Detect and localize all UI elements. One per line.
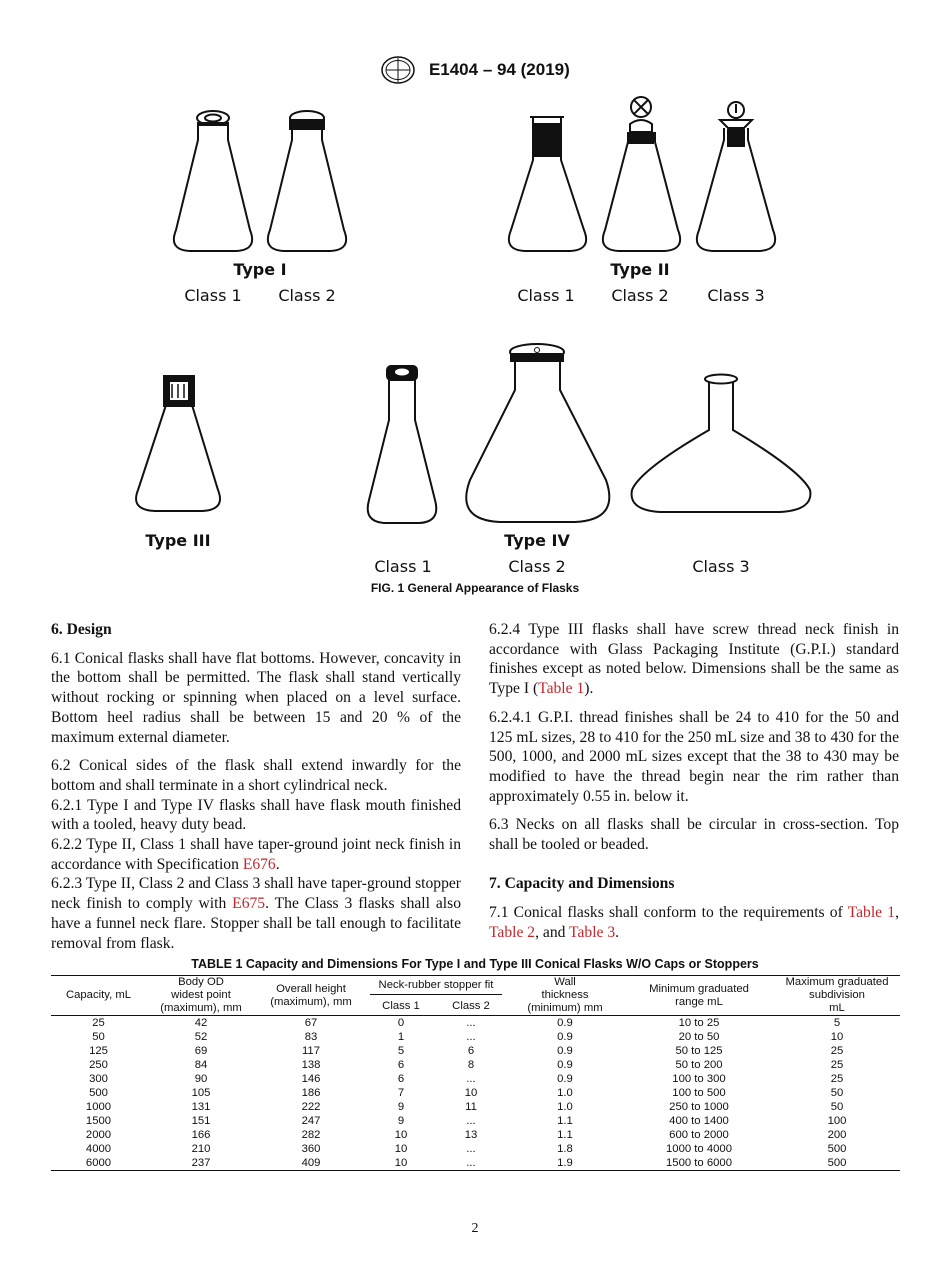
table-row xyxy=(51,1044,900,1058)
document-code: E1404 – 94 (2019) xyxy=(428,60,570,79)
type1-label: Type I xyxy=(233,260,287,279)
table-cell: 0.9 xyxy=(557,1059,573,1071)
flask-type4-class1 xyxy=(368,366,437,523)
table-cell: 50 to 200 xyxy=(675,1059,723,1071)
table-cell: 69 xyxy=(194,1045,208,1057)
para-7-1-text: 7.1 Conical flasks shall conform to the requirements of xyxy=(489,904,848,922)
table-cell: 247 xyxy=(301,1115,321,1127)
ref-e675-link[interactable]: E675 xyxy=(232,895,266,913)
type2-class2-label: Class 2 xyxy=(611,286,669,305)
table-cell: 146 xyxy=(301,1073,321,1085)
table-cell: 138 xyxy=(301,1059,321,1071)
type2-class1-label: Class 1 xyxy=(517,286,575,305)
col-stopper-label: Neck-rubber stopper fit xyxy=(370,979,502,995)
table-cell: 84 xyxy=(194,1059,208,1071)
table-cell: 117 xyxy=(301,1045,320,1057)
table-cell: 250 to 1000 xyxy=(669,1101,729,1113)
astm-logo-icon xyxy=(380,55,416,85)
table-cell: 125 xyxy=(89,1045,108,1057)
table-cell: 5 xyxy=(397,1045,405,1057)
table-cell: 166 xyxy=(191,1129,211,1141)
table-cell: 600 to 2000 xyxy=(669,1129,729,1141)
table-cell: 200 xyxy=(827,1129,847,1141)
table-cell: ... xyxy=(466,1031,476,1043)
table-cell: 83 xyxy=(304,1031,318,1043)
para-7-1-end: . xyxy=(615,924,620,942)
para-7-1 xyxy=(489,903,899,942)
table-cell: 0.9 xyxy=(557,1031,573,1043)
figure-caption: FIG. 1 General Appearance of Flasks xyxy=(370,581,580,595)
table-cell: 500 xyxy=(774,1156,900,1171)
table-cell: 100 to 500 xyxy=(672,1087,726,1099)
flask-type4-class2 xyxy=(466,344,609,522)
col-class2: Class 2 xyxy=(436,997,506,1015)
col-range xyxy=(624,976,774,1016)
flask-type4-class3 xyxy=(632,375,811,513)
col-wall-l2: thickness xyxy=(541,989,589,1001)
type1-class2-label: Class 2 xyxy=(278,286,336,305)
table-cell: 237 xyxy=(146,1156,256,1171)
table-cell: 100 to 300 xyxy=(672,1073,726,1085)
col-body-od-l2: widest point xyxy=(171,989,231,1001)
table-row xyxy=(51,1086,900,1100)
para-6-2-3 xyxy=(51,874,461,953)
table-cell: 67 xyxy=(304,1017,318,1029)
type3-label: Type III xyxy=(145,531,211,550)
table-cell: 1.0 xyxy=(557,1087,573,1099)
table-cell: 400 to 1400 xyxy=(669,1115,729,1127)
table-cell: 300 xyxy=(89,1073,108,1085)
table-cell: 6 xyxy=(467,1045,475,1057)
capacity-table xyxy=(51,975,900,1171)
table-row xyxy=(51,1128,900,1142)
table-title: TABLE 1 Capacity and Dimensions For Type I and Type III Conical Flasks W/O Caps or Stoppers xyxy=(191,957,759,971)
flask-type2-class1 xyxy=(509,117,586,251)
ref-table1-link-2[interactable]: Table 1 xyxy=(847,904,896,922)
table-cell: 25 xyxy=(830,1073,844,1085)
left-column xyxy=(51,620,461,962)
table-cell: 5 xyxy=(833,1017,841,1029)
table-cell: 50 to 125 xyxy=(675,1045,723,1057)
col-range-l1: Minimum graduated xyxy=(649,982,749,995)
col-height-l2: (maximum), mm xyxy=(270,995,352,1008)
table-cell: 50 xyxy=(830,1087,844,1099)
table-cell: 250 xyxy=(89,1059,108,1071)
table-cell: 1500 to 6000 xyxy=(624,1156,774,1171)
col-wall xyxy=(506,976,624,1016)
table-cell: 25 xyxy=(92,1017,105,1029)
flask-figure xyxy=(0,90,950,570)
table-cell: 9 xyxy=(397,1101,405,1113)
table-cell: 0.9 xyxy=(557,1045,573,1057)
para-6-1: 6.1 Conical flasks shall have flat bottoms. However, concavity in the bottom shall be permitted. The flask shall stand vertically without rocking or spinning when placed on a level surface. Bottom heel radius shall be between 15 and 20 % of the maximum external diameter. xyxy=(51,649,461,746)
table-cell: 0 xyxy=(397,1017,405,1029)
col-subdiv-l1: Maximum graduated xyxy=(785,976,889,988)
table-cell: 222 xyxy=(301,1101,321,1113)
col-wall-l1: Wall xyxy=(554,976,576,988)
table-cell: ... xyxy=(466,1073,476,1085)
table-cell: 409 xyxy=(256,1156,366,1171)
type4-class1-label: Class 1 xyxy=(374,557,432,576)
table-cell: 25 xyxy=(830,1045,844,1057)
flask-type1-class1 xyxy=(174,111,252,251)
flask-type2-class3 xyxy=(697,102,775,251)
right-column xyxy=(489,620,899,952)
table-cell: 8 xyxy=(467,1059,475,1071)
ref-table2-link[interactable]: Table 2 xyxy=(489,924,536,942)
table-cell: 9 xyxy=(397,1115,405,1127)
col-stopper-group xyxy=(366,976,506,998)
para-6-2-3-text: 6.2.3 Type II, Class 2 and Class 3 shall have taper-ground stopper neck finish to comply with xyxy=(51,875,461,913)
table-row xyxy=(51,1072,900,1086)
table-cell: 50 xyxy=(830,1101,844,1113)
table-row xyxy=(51,1114,900,1128)
table-cell: 10 xyxy=(394,1143,408,1155)
table-cell: 7 xyxy=(397,1087,405,1099)
table-cell: 20 to 50 xyxy=(678,1031,720,1043)
table-cell: 1.0 xyxy=(557,1101,573,1113)
type4-class2-label: Class 2 xyxy=(508,557,566,576)
flask-type2-class2 xyxy=(603,97,680,251)
col-body-od-l3: (maximum), mm xyxy=(160,1002,242,1014)
para-6-2-3-end: . The Class 3 flasks shall also have a funnel neck flare. Stopper shall be tall enough to facilitate removal from flask. xyxy=(51,895,461,952)
type1-class1-label: Class 1 xyxy=(184,286,242,305)
type4-label: Type IV xyxy=(504,531,570,550)
table-row xyxy=(51,1100,900,1114)
para-6-2-4-1: 6.2.4.1 G.P.I. thread finishes shall be 24 to 410 for the 50 and 125 mL sizes, 28 to 410 for the 250 mL size and 38 to 430 for the 500, 1000, and 2000 mL sizes except that the 38 to 430 may be modified to have the thread begin near the rim rather than approximately 0.55 in. below it. xyxy=(489,708,899,805)
page-header xyxy=(0,55,950,85)
table-cell: 11 xyxy=(465,1101,477,1113)
table-cell: 500 xyxy=(827,1143,847,1155)
col-subdiv-l2: subdivision xyxy=(809,989,865,1001)
table-cell: 1.8 xyxy=(557,1143,573,1155)
ref-e676-link[interactable]: E676 xyxy=(242,855,276,873)
table-cell: 151 xyxy=(191,1115,211,1127)
section-7-heading: 7. Capacity and Dimensions xyxy=(489,874,675,892)
ref-table3-link[interactable]: Table 3 xyxy=(569,924,616,942)
col-body-od-l1: Body OD xyxy=(178,976,224,988)
table-cell: 4000 xyxy=(85,1143,112,1155)
col-subdiv xyxy=(774,976,900,1016)
table-cell: 90 xyxy=(194,1073,208,1085)
para-6-3: 6.3 Necks on all flasks shall be circular in cross-section. Top shall be tooled or beaded. xyxy=(489,816,899,854)
type4-class3-label: Class 3 xyxy=(692,557,750,576)
table-cell: 52 xyxy=(194,1031,208,1043)
table-cell: 1.1 xyxy=(557,1115,573,1127)
flask-type1-class2 xyxy=(268,111,346,251)
table-cell: 10 xyxy=(830,1031,844,1043)
col-subdiv-l3: mL xyxy=(829,1002,845,1014)
para-6-2-2-end: . xyxy=(275,855,280,873)
col-height-l1: Overall height xyxy=(276,982,346,995)
ref-table1-link[interactable]: Table 1 xyxy=(538,680,585,698)
para-7-1-sep2: , and xyxy=(535,924,570,942)
table-cell: 500 xyxy=(89,1087,108,1099)
table-row xyxy=(51,1058,900,1072)
table-cell: ... xyxy=(436,1156,506,1171)
type2-class3-label: Class 3 xyxy=(707,286,765,305)
table-row xyxy=(51,1030,900,1044)
table-row xyxy=(51,1016,900,1031)
table-cell: 100 xyxy=(827,1115,847,1127)
para-6-2-1: 6.2.1 Type I and Type IV flasks shall have flask mouth finished with a tooled, heavy duty bead. xyxy=(51,796,461,834)
type2-label: Type II xyxy=(610,260,670,279)
para-6-2-2 xyxy=(51,835,461,874)
table-cell: 2000 xyxy=(85,1129,112,1141)
para-6-2-4-end: ). xyxy=(584,680,594,698)
table-cell: 360 xyxy=(301,1143,321,1155)
table-body xyxy=(51,1016,900,1171)
table-cell: ... xyxy=(466,1017,476,1029)
table-row xyxy=(51,1156,900,1171)
page-number: 2 xyxy=(471,1221,479,1236)
col-class1: Class 1 xyxy=(366,997,436,1015)
section-6-heading: 6. Design xyxy=(51,621,112,638)
table-cell: 13 xyxy=(464,1129,478,1141)
table-cell: 10 xyxy=(464,1087,478,1099)
table-cell: 6000 xyxy=(51,1156,146,1171)
flask-type3 xyxy=(136,376,220,511)
para-6-2-4 xyxy=(489,620,899,699)
table-cell: 0.9 xyxy=(557,1017,573,1029)
table-cell: 131 xyxy=(191,1101,211,1113)
table-cell: 50 xyxy=(92,1031,105,1043)
table-cell: 0.9 xyxy=(557,1073,573,1085)
table-cell: 186 xyxy=(301,1087,321,1099)
para-6-2-4-text: 6.2.4 Type III flasks shall have screw thread neck finish in accordance with Glass Packaging Institute (G.P.I.) standard finishes except as noted below. Dimensions shall be the same as Type I ( xyxy=(489,621,899,698)
table-cell: 1 xyxy=(397,1031,405,1043)
table-cell: ... xyxy=(466,1115,476,1127)
para-7-1-sep1: , xyxy=(895,904,899,922)
table-cell: 1.1 xyxy=(557,1129,573,1141)
table-cell: 42 xyxy=(194,1017,208,1029)
table-cell: 210 xyxy=(191,1143,211,1155)
table-cell: 1000 xyxy=(85,1101,112,1113)
col-height xyxy=(256,976,366,1016)
para-6-2-2-text: 6.2.2 Type II, Class 1 shall have taper-ground joint neck finish in accordance with Specification xyxy=(51,836,461,873)
col-wall-l3: (minimum) mm xyxy=(527,1002,603,1014)
table-cell: 10 xyxy=(366,1156,436,1171)
table-cell: 6 xyxy=(397,1059,405,1071)
table-cell: 25 xyxy=(830,1059,844,1071)
col-body-od xyxy=(146,976,256,1016)
table-cell: 1500 xyxy=(85,1115,112,1127)
table-cell: 105 xyxy=(191,1087,211,1099)
table-cell: 10 to 25 xyxy=(678,1017,720,1029)
table-row xyxy=(51,1142,900,1156)
col-capacity: Capacity, mL xyxy=(51,976,146,1016)
table-cell: 6 xyxy=(397,1073,405,1085)
table-cell: 10 xyxy=(394,1129,408,1141)
table-cell: 282 xyxy=(301,1129,321,1141)
table-cell: 1.9 xyxy=(506,1156,624,1171)
table-cell: ... xyxy=(466,1143,476,1155)
col-range-l2: range mL xyxy=(675,995,723,1008)
table-cell: 1000 to 4000 xyxy=(666,1143,732,1155)
para-6-2: 6.2 Conical sides of the flask shall extend inwardly for the bottom and shall terminate in a short cylindrical neck. xyxy=(51,757,461,794)
